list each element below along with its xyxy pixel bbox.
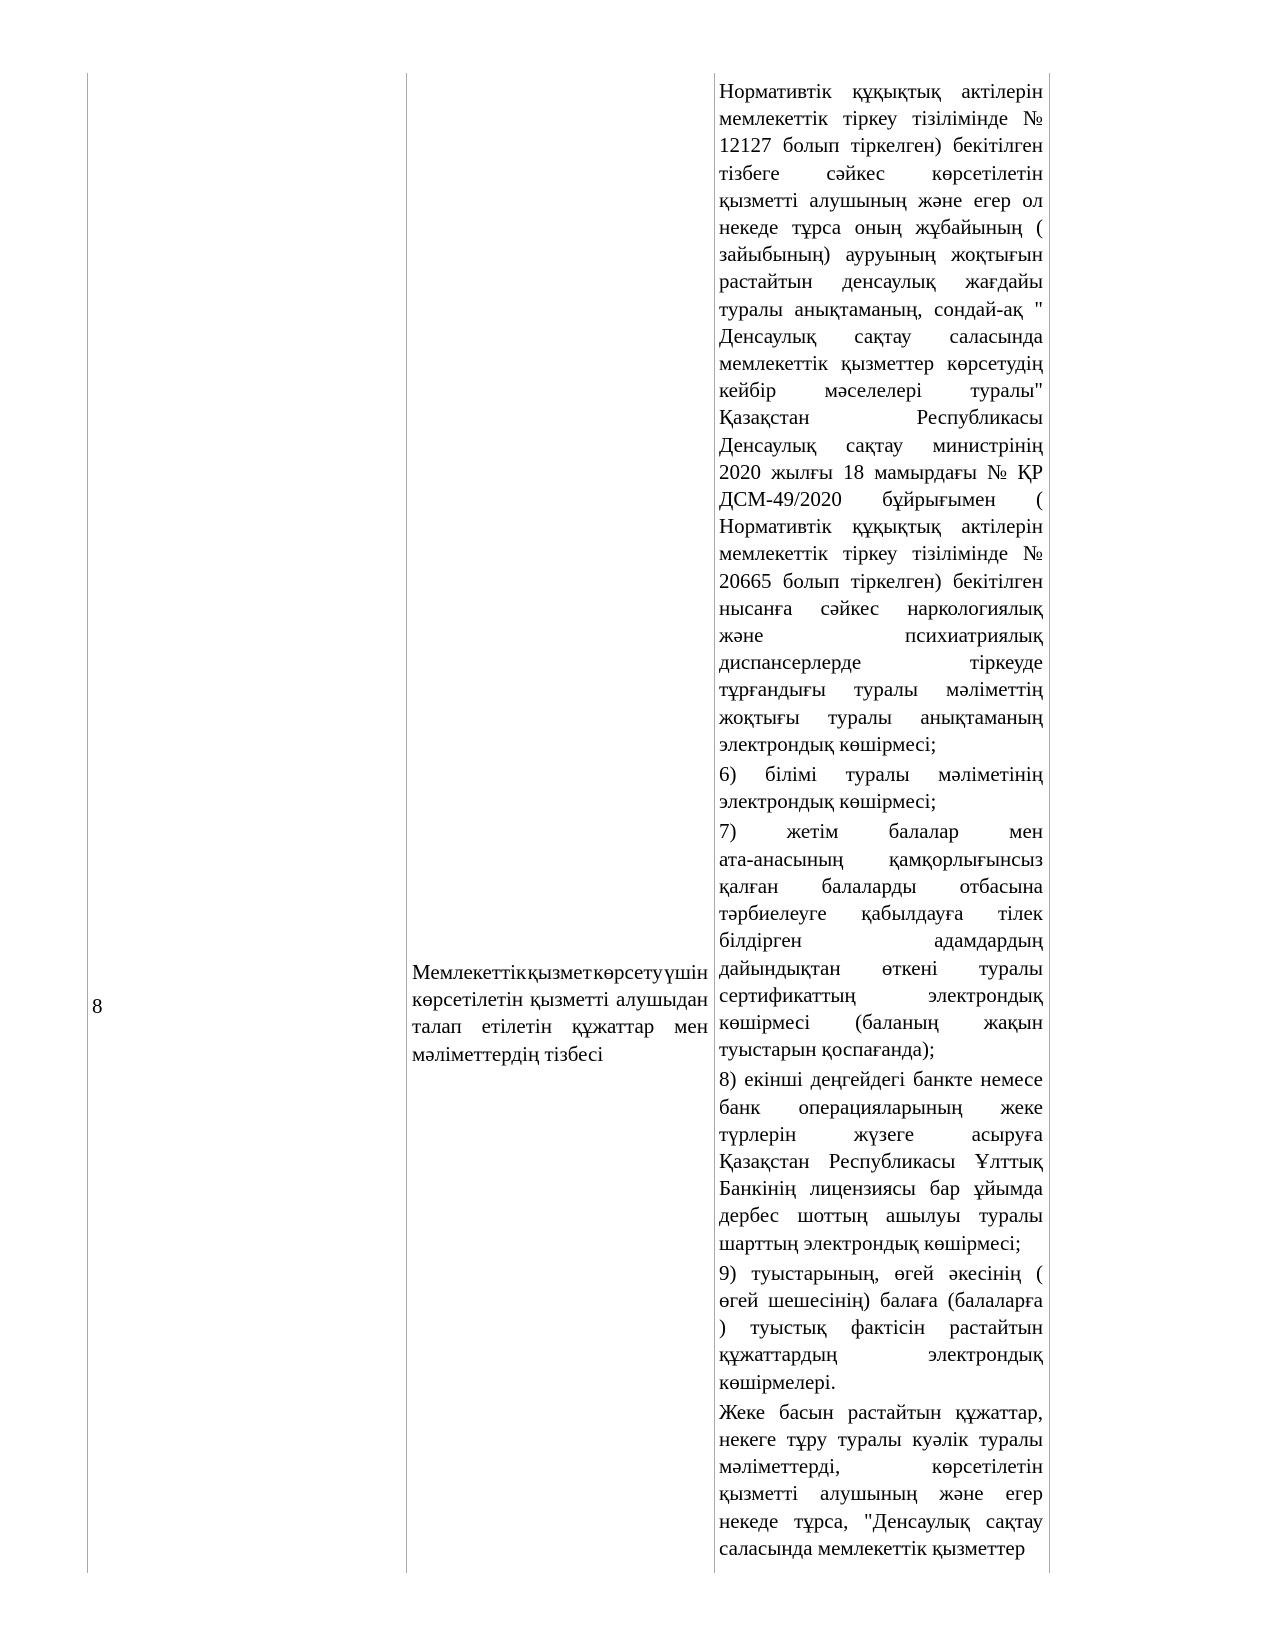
text-line: Қазақстан Республикасы xyxy=(719,405,1043,430)
text-line: зайыбының) ауруының жоқтығын xyxy=(719,242,1043,267)
row-number-cell xyxy=(92,993,103,1020)
text-line: шарттың электрондық көшірмесі; xyxy=(719,1230,1021,1255)
text-line: мемлекеттік тіркеу тізілімінде № xyxy=(719,106,1043,131)
text-line: қызметті алушының және егер ол xyxy=(719,187,1043,212)
text-line: 8) екінші деңгейдегі банкте немесе xyxy=(719,1067,1043,1092)
text-line: мәліметтерді, көрсетілетін xyxy=(719,1454,1043,1479)
table-border-col1-col2 xyxy=(406,73,407,1573)
text-line: құжаттардың электрондық xyxy=(719,1342,1043,1367)
text-line: диспансерлерде тіркеуде xyxy=(719,650,1043,675)
text-line: Денсаулық сақтау саласында xyxy=(719,323,1043,348)
text-line: электрондық көшірмесі; xyxy=(719,731,937,756)
text-line: некеде тұрса оның жұбайының ( xyxy=(719,215,1043,240)
text-line: ДСМ-49/2020 бұйрығымен ( xyxy=(719,487,1043,512)
text-line: Нормативтік құқықтық актілерін xyxy=(719,79,1043,103)
text-line: некеде тұрса, "Денсаулық сақтау xyxy=(719,1508,1043,1533)
table-border-col2-col3 xyxy=(714,73,715,1573)
text-line: дайындықтан өткені туралы xyxy=(719,955,1043,980)
row-number: 8 xyxy=(92,994,103,1018)
text-line: мемлекеттік қызметтер көрсетудің xyxy=(719,351,1043,376)
text-line: банк операцияларының жеке xyxy=(719,1094,1043,1119)
text-line: тұрғандығы туралы мәліметтің xyxy=(719,677,1043,702)
text-line: кейбір мәселелері туралы" xyxy=(719,378,1043,403)
text-line: электрондық көшірмесі; xyxy=(719,789,937,814)
text-line: Қазақстан Республикасы Ұлттық xyxy=(719,1148,1043,1173)
text-line: мәліметтердің тізбесі xyxy=(412,1041,604,1066)
text-line: растайтын денсаулық жағдайы xyxy=(719,269,1043,294)
text-line: 2020 жылғы 18 мамырдағы № ҚР xyxy=(719,459,1043,484)
text-line: Мемлекеттік қызмет көрсету үшін xyxy=(412,960,708,984)
text-line: дербес шоттың ашылуы туралы xyxy=(719,1203,1043,1228)
text-line: тәрбиелеуге қабылдауға тілек xyxy=(719,901,1043,926)
text-line: Денсаулық сақтау министрінің xyxy=(719,432,1043,457)
text-line: сертификаттың электрондық xyxy=(719,982,1043,1007)
text-line: жоқтығы туралы анықтаманың xyxy=(719,704,1043,729)
text-line: түрлерін жүзеге асыруға xyxy=(719,1121,1043,1146)
paragraph xyxy=(719,1399,1043,1562)
text-line: туыстарын қоспағанда); xyxy=(719,1037,935,1062)
text-line: қалған балаларды отбасына xyxy=(719,873,1043,898)
text-line: білдірген адамдардың xyxy=(719,928,1043,953)
text-line: тізбеге сәйкес көрсетілетін xyxy=(719,160,1043,185)
text-line: көрсетілетін қызметті алушыдан xyxy=(412,987,708,1012)
text-line: Банкінің лицензиясы бар ұйымда xyxy=(719,1176,1043,1201)
paragraph xyxy=(719,818,1043,1063)
text-line: 12127 болып тіркелген) бекітілген xyxy=(719,133,1043,158)
text-line: көшірмесі (баланың жақын xyxy=(719,1009,1043,1034)
criterion-cell xyxy=(412,959,708,1068)
table-border-right xyxy=(1049,73,1050,1573)
text-line: нысанға сәйкес наркологиялық xyxy=(719,595,1043,620)
table-border-left xyxy=(87,73,88,1573)
text-line: саласында мемлекеттік қызметтер xyxy=(719,1535,1026,1560)
text-line: және психиатриялық xyxy=(719,623,1043,648)
text-line: өгей шешесінің) балаға (балаларға xyxy=(719,1287,1043,1312)
paragraph xyxy=(719,1260,1043,1396)
text-line: туралы анықтаманың, сондай-ақ " xyxy=(719,296,1043,321)
paragraph xyxy=(719,1066,1043,1256)
text-line: көшірмелері. xyxy=(719,1369,836,1394)
text-line: 20665 болып тіркелген) бекітілген xyxy=(719,568,1043,593)
paragraph xyxy=(719,761,1043,815)
text-line: 6) білімі туралы мәліметінің xyxy=(719,762,1043,787)
documents-list-cell xyxy=(719,78,1043,1562)
text-line: 9) туыстарының, өгей әкесінің ( xyxy=(719,1260,1043,1285)
text-line: некеге тұру туралы куәлік туралы xyxy=(719,1426,1043,1451)
text-line: талап етілетін құжаттар мен xyxy=(412,1014,708,1039)
text-line: мемлекеттік тіркеу тізілімінде № xyxy=(719,541,1043,566)
text-line: Жеке басын растайтын құжаттар, xyxy=(719,1399,1043,1424)
text-line: ата-анасының қамқорлығынсыз xyxy=(719,846,1043,871)
text-line: 7) жетім балалар мен xyxy=(719,819,1043,844)
paragraph xyxy=(719,78,1043,758)
text-line: қызметті алушының және егер xyxy=(719,1481,1043,1506)
text-line: ) туыстық фактісін растайтын xyxy=(719,1315,1043,1340)
text-line: Нормативтік құқықтық актілерін xyxy=(719,514,1043,539)
